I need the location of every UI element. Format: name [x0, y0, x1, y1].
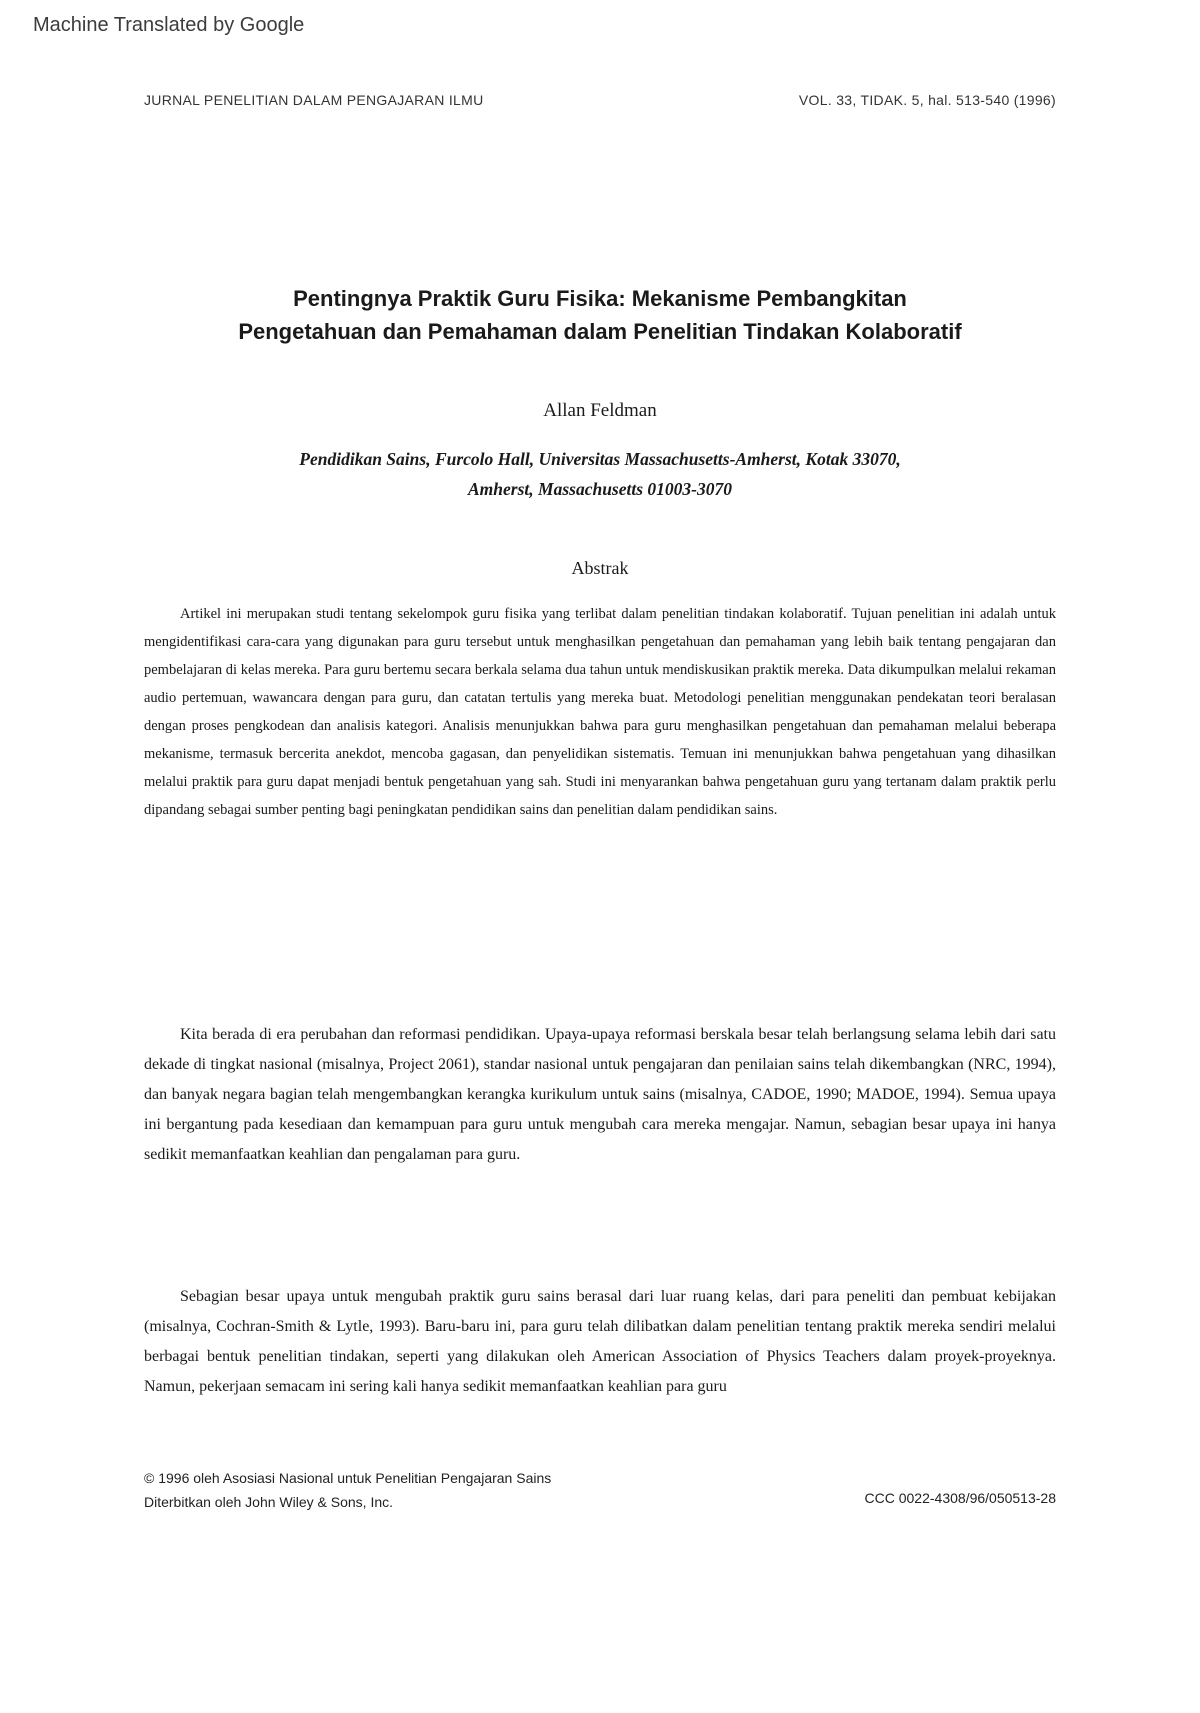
article-title-line-2: Pengetahuan dan Pemahaman dalam Penelitian Tindakan Kolaboratif — [238, 319, 962, 344]
article-title-line-1: Pentingnya Praktik Guru Fisika: Mekanisme Pembangkitan — [293, 286, 907, 311]
translation-banner: Machine Translated by Google — [33, 14, 305, 36]
author-affiliation — [150, 444, 1050, 504]
affiliation-line-2: Amherst, Massachusetts 01003-3070 — [468, 479, 732, 499]
copyright-line-1: © 1996 oleh Asosiasi Nasional untuk Penelitian Pengajaran Sains — [144, 1470, 552, 1486]
volume-info: VOL. 33, TIDAK. 5, hal. 513-540 (1996) — [798, 92, 1056, 108]
abstract-heading: Abstrak — [571, 558, 629, 578]
copyright-line-2: Diterbitkan oleh John Wiley & Sons, Inc. — [144, 1494, 394, 1510]
body-paragraph-1: Kita berada di era perubahan dan reformasi pendidikan. Upaya-upaya reformasi berskala besar telah berlangsung selama lebih dari satu dekade di tingkat nasional (misalnya, Project 2061), standar nasional untuk pengajaran dan penilaian sains telah dikembangkan (NRC, 1994), dan banyak negara bagian telah mengembangkan kerangka kurikulum untuk sains (misalnya, CADOE, 1990; MADOE, 1994). Semua upaya ini bergantung pada kesediaan dan kemampuan para guru untuk mengubah cara mereka mengajar. Namun, sebagian besar upaya ini hanya sedikit memanfaatkan keahlian dan pengalaman para guru. — [144, 1026, 1056, 1163]
ccc-code: CCC 0022-4308/96/050513-28 — [864, 1490, 1056, 1506]
journal-name: JURNAL PENELITIAN DALAM PENGAJARAN ILMU — [144, 92, 484, 108]
author-name: Allan Feldman — [543, 400, 657, 421]
body-paragraph-2: Sebagian besar upaya untuk mengubah praktik guru sains berasal dari luar ruang kelas, dari para peneliti dan pembuat kebijakan (misalnya, Cochran-Smith & Lytle, 1993). Baru-baru ini, para guru telah dilibatkan dalam penelitian tentang praktik mereka sendiri melalui berbagai bentuk penelitian tindakan, seperti yang dilakukan oleh American Association of Physics Teachers dalam proyek-proyeknya. Namun, pekerjaan semacam ini sering kali hanya sedikit memanfaatkan keahlian para guru — [144, 1288, 1056, 1395]
running-header — [144, 92, 1056, 108]
affiliation-line-1: Pendidikan Sains, Furcolo Hall, Universitas Massachusetts-Amherst, Kotak 33070, — [299, 449, 901, 469]
article-title — [120, 282, 1080, 348]
copyright-notice — [144, 1466, 551, 1514]
abstract-text: Artikel ini merupakan studi tentang sekelompok guru fisika yang terlibat dalam penelitian tindakan kolaboratif. Tujuan penelitian ini adalah untuk mengidentifikasi cara-cara yang digunakan para guru tersebut untuk menghasilkan pengetahuan dan pemahaman yang lebih baik tentang pengajaran dan pembelajaran di kelas mereka. Para guru bertemu secara berkala selama dua tahun untuk mendiskusikan praktik mereka. Data dikumpulkan melalui rekaman audio pertemuan, wawancara dengan para guru, dan catatan tertulis yang mereka buat. Metodologi penelitian menggunakan pendekatan teori beralasan dengan proses pengkodean dan analisis kategori. Analisis menunjukkan bahwa para guru menghasilkan pengetahuan dan pemahaman melalui beberapa mekanisme, termasuk bercerita anekdot, mencoba gagasan, dan penyelidikan sistematis. Temuan ini menunjukkan bahwa pengetahuan yang dihasilkan melalui praktik para guru dapat menjadi bentuk pengetahuan yang sah. Studi ini menyarankan bahwa pengetahuan guru yang tertanam dalam praktik perlu dipandang sebagai sumber penting bagi peningkatan pendidikan sains dan penelitian dalam pendidikan sains. — [144, 606, 1056, 818]
